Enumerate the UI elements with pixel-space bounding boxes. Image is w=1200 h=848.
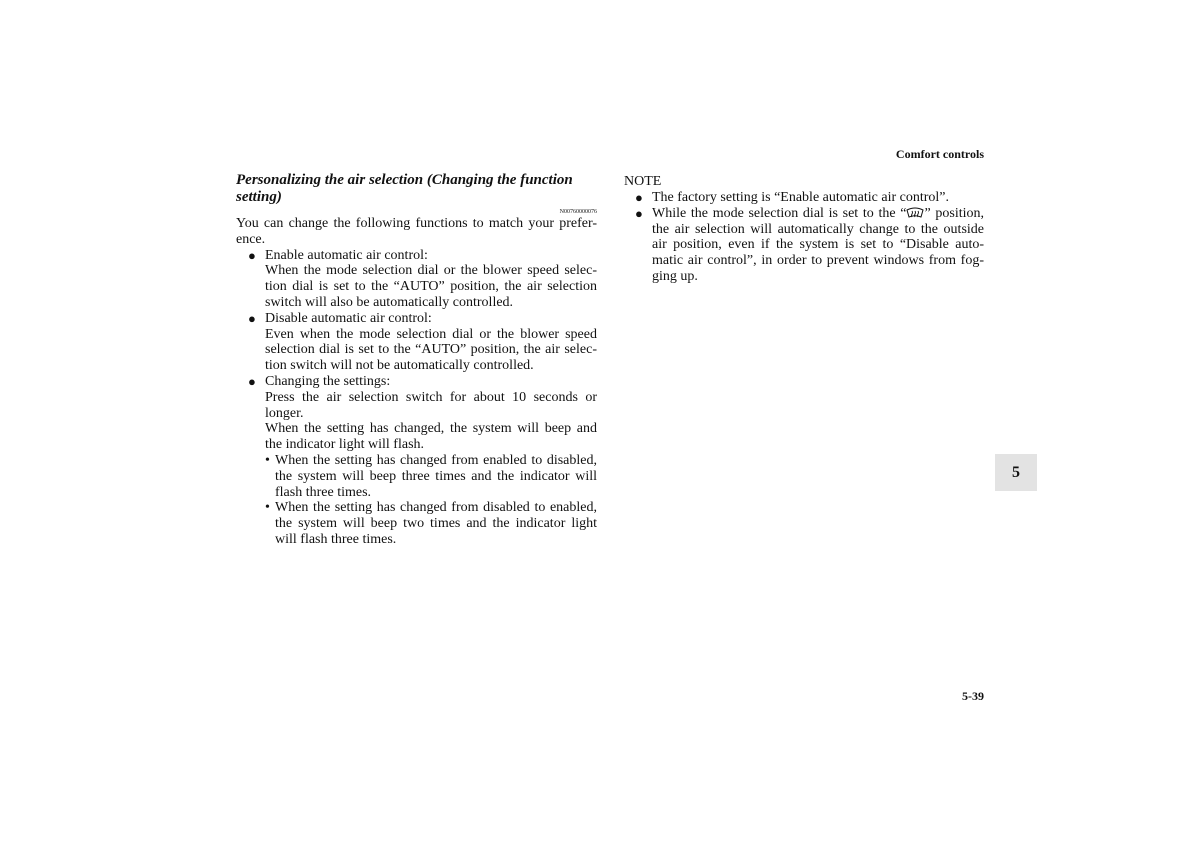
list-item-changing [236,374,597,548]
section-header: Comfort controls [895,147,984,161]
left-column [236,172,597,548]
note-item-defroster [624,206,984,285]
sub-item-enabled-to-disabled [265,453,597,500]
sub-item-disabled-to-enabled [265,500,597,547]
section-heading: Personalizing the air selection (Changing the function setting) [236,172,573,205]
note-item-factory [624,190,984,206]
note-text-end: ” position, the air selection will automatically change to the outside air position, even if the system is set to “Disable auto-matic air control”, in order to prevent windows from fog-ging up. [652,205,984,284]
sub-item-text: When the setting has changed from enabled to disabled, the system will beep three times and the indicator will flash three times. [275,452,597,500]
sub-bullet-icon: • [265,500,270,516]
chapter-tab: 5 [995,454,1037,491]
bullet-icon: ● [635,205,643,221]
sub-bullet-icon: • [265,452,270,468]
bullet-icon: ● [248,373,256,389]
defroster-icon [906,207,924,219]
page-number: 5-39 [962,689,984,703]
intro-text: You can change the following functions to match your prefer-ence. [236,216,597,247]
list-item-disable [236,311,597,374]
item-title: Enable automatic air control: [265,247,428,263]
item-title: Disable automatic air control: [265,310,432,326]
item-body-2: When the setting has changed, the system will beep and the indicator light will flash. [265,421,597,453]
item-title: Changing the settings: [265,373,391,389]
right-column [624,174,984,285]
document-code: N00760000076 [559,209,597,215]
bullet-icon: ● [248,310,256,326]
note-text: The factory setting is “Enable automatic air control”. [652,190,949,205]
item-body: Even when the mode selection dial or the blower speed selection dial is set to the “AUTO” position, the air selec-tion switch will not be automatically controlled. [265,326,597,374]
bullet-icon: ● [635,190,643,205]
item-body: Press the air selection switch for about 10 seconds or longer. [265,389,597,421]
note-title: NOTE [624,174,662,189]
list-item-enable [236,248,597,311]
note-text-start: While the mode selection dial is set to the “ [652,205,907,221]
note-text [652,206,984,285]
sub-item-text: When the setting has changed from disabled to enabled, the system will beep two times and the indicator light will flash three times. [275,500,597,547]
item-body: When the mode selection dial or the blower speed selec-tion dial is set to the “AUTO” position, the air selection switch will also be automatically controlled. [265,263,597,310]
bullet-icon: ● [248,247,256,263]
